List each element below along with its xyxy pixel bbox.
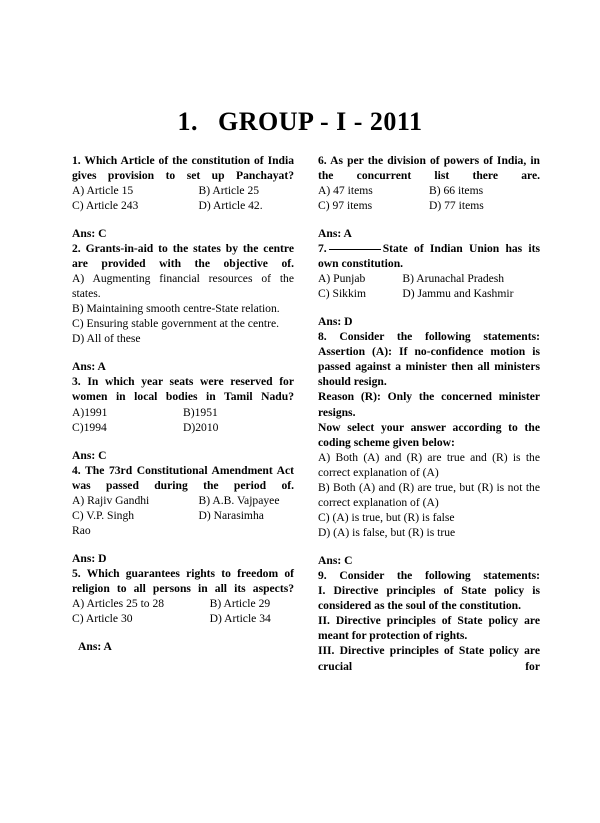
option-d-continuation[interactable]: Rao [72, 523, 91, 537]
option-b[interactable]: B)1951 [183, 405, 218, 419]
page-title-number: 1. [177, 107, 199, 136]
option-c[interactable]: C) (A) is true, but (R) is false [318, 510, 455, 524]
question-5-answer: Ans: A [78, 640, 112, 654]
question-6 [318, 153, 540, 241]
question-3 [72, 374, 294, 462]
question-5-stem: 5. Which guarantees rights to freedom of religion to all persons in all its aspects? [72, 567, 294, 596]
option-a[interactable]: A)1991 [72, 405, 108, 419]
option-b[interactable]: B) Both (A) and (R) are true, but (R) is not the correct explanation of (A) [318, 480, 540, 509]
question-1-options [72, 183, 294, 213]
question-1-stem: 1. Which Article of the constitution of India gives provision to set up Panchayat? [72, 153, 294, 182]
question-7-number: 7. [318, 241, 327, 255]
question-5-options [72, 596, 294, 626]
question-9-statement-3: III. Directive principles of State policy are crucial for [318, 644, 540, 673]
question-9-statement-2: II. Directive principles of State policy are meant for protection of rights. [318, 614, 540, 643]
option-b[interactable]: B) Article 25 [198, 183, 260, 197]
question-6-answer: Ans: A [318, 226, 352, 240]
option-d[interactable]: D)2010 [183, 420, 219, 434]
question-5 [72, 566, 294, 654]
question-8 [318, 329, 540, 568]
option-d[interactable]: D) Narasimha [198, 508, 264, 522]
question-9-stem: 9. Consider the following statements: [318, 569, 540, 583]
question-8-assertion: Assertion (A): If no-confidence motion is passed against a minister then all ministers should resign. [318, 345, 540, 389]
right-column [318, 153, 540, 674]
question-3-options [72, 405, 294, 435]
option-c[interactable]: C) Article 243 [72, 198, 139, 212]
question-8-stem: 8. Consider the following statements: [318, 330, 540, 344]
option-a[interactable]: A) 47 items [318, 183, 373, 197]
option-c[interactable]: C) 97 items [318, 198, 373, 212]
option-a[interactable]: A) Article 15 [72, 183, 134, 197]
option-c[interactable]: C) V.P. Singh [72, 508, 135, 522]
option-a[interactable]: A) Punjab [318, 272, 366, 286]
question-8-reason: Reason (R): Only the concerned minister resigns. [318, 390, 540, 419]
question-7-stem [318, 241, 540, 271]
question-8-instruction: Now select your answer according to the coding scheme given below: [318, 420, 540, 449]
question-4 [72, 463, 294, 566]
question-2-options [72, 271, 294, 346]
question-7 [318, 241, 540, 329]
question-2-stem: 2. Grants-in-aid to the states by the centre are provided with the objective of. [72, 241, 294, 270]
question-6-stem: 6. As per the division of powers of India, in the concurrent list there are. [318, 153, 540, 182]
question-7-stem-text: State of Indian Union has its own constitution. [318, 241, 540, 270]
question-6-options [318, 183, 540, 213]
question-3-answer: Ans: C [72, 448, 107, 462]
page-title-text: GROUP - I - 2011 [218, 107, 423, 136]
page-title [0, 0, 600, 137]
question-8-options [318, 450, 540, 540]
option-b[interactable]: B) A.B. Vajpayee [198, 493, 280, 507]
option-c[interactable]: C)1994 [72, 420, 107, 434]
question-4-stem: 4. The 73rd Constitutional Amendment Act was passed during the period of. [72, 463, 294, 492]
question-1-answer: Ans: C [72, 226, 107, 240]
option-d[interactable]: D) 77 items [429, 198, 484, 212]
option-b[interactable]: B) Maintaining smooth centre-State relation. [72, 302, 280, 316]
option-b[interactable]: B) Article 29 [209, 597, 271, 611]
option-a[interactable]: A) Both (A) and (R) are true and (R) is the correct explanation of (A) [318, 450, 540, 479]
option-a[interactable]: A) Articles 25 to 28 [72, 597, 165, 611]
option-b[interactable]: B) Arunachal Pradesh [402, 272, 505, 286]
option-c[interactable]: C) Sikkim [318, 287, 366, 301]
question-7-answer: Ans: D [318, 315, 353, 329]
left-column [72, 153, 294, 655]
question-2-answer: Ans: A [72, 360, 106, 374]
question-9-statement-1: I. Directive principles of State policy is considered as the soul of the constitution. [318, 584, 540, 613]
option-c[interactable]: C) Ensuring stable government at the centre. [72, 317, 280, 331]
question-8-answer: Ans: C [318, 554, 353, 568]
question-1 [72, 153, 294, 241]
question-2 [72, 241, 294, 375]
question-3-stem: 3. In which year seats were reserved for women in local bodies in Tamil Nadu? [72, 375, 294, 404]
option-d[interactable]: D) (A) is false, but (R) is true [318, 526, 456, 540]
question-4-answer: Ans: D [72, 552, 107, 566]
option-a[interactable]: A) Augmenting financial resources of the states. [72, 272, 294, 301]
question-9 [318, 568, 540, 673]
option-a[interactable]: A) Rajiv Gandhi [72, 493, 150, 507]
fill-blank-line [329, 249, 381, 250]
option-d[interactable]: D) All of these [72, 332, 141, 346]
option-d[interactable]: D) Article 42. [198, 198, 263, 212]
question-4-options [72, 493, 294, 538]
option-c[interactable]: C) Article 30 [72, 612, 133, 626]
option-b[interactable]: B) 66 items [429, 183, 484, 197]
question-7-options [318, 271, 540, 301]
option-d[interactable]: D) Jammu and Kashmir [402, 287, 514, 301]
two-column-body [0, 137, 600, 674]
option-d[interactable]: D) Article 34 [209, 612, 271, 626]
